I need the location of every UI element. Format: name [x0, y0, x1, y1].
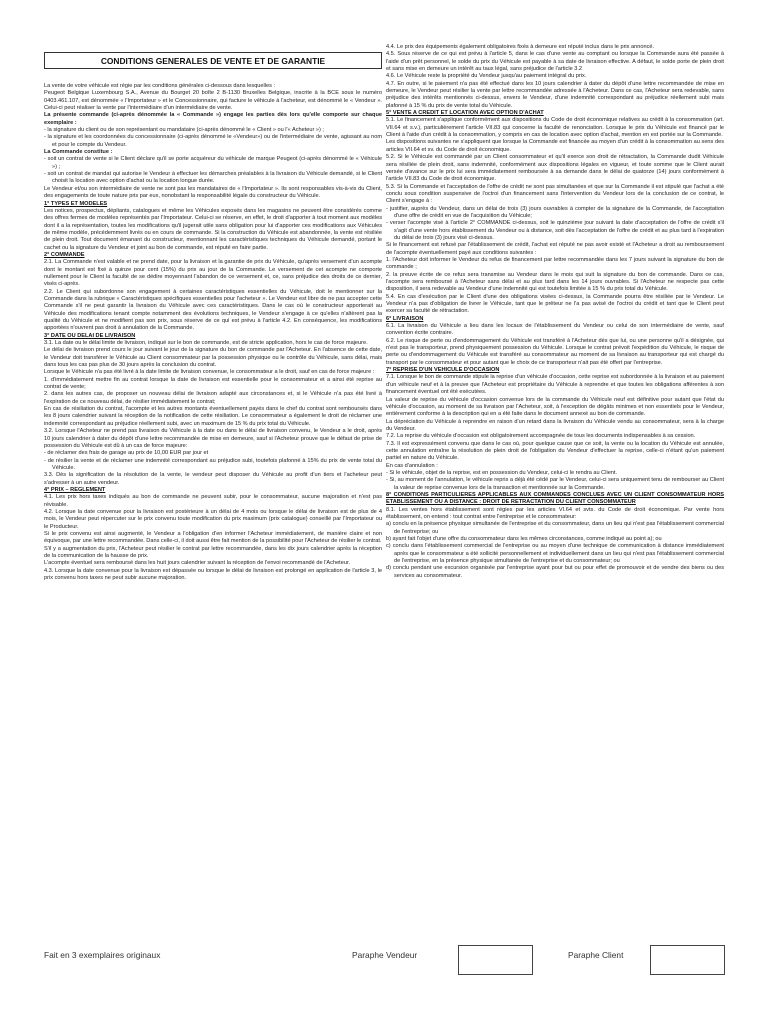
section-heading: 1° TYPES ET MODELES [44, 200, 108, 207]
copies-note: Fait en 3 exemplaires originaux [44, 950, 161, 960]
paragraph: En cas de résiliation du contrat, l'acompte et les autres montants éventuellement payés dans le chef du contrat sont remboursés dans les 8 jours calendrier suivant la réception de la notification de cette résiliation. Le consommateur a également le droit de réclamer une indemnité correspondant au préjudice réellement subi, avec un maximum de 15 % du prix total du Véhicule. [44, 406, 382, 427]
paragraph: 2. dans les autres cas, de proposer un nouveau délai de livraison adapté aux circonstances et, si le Véhicule n'a pas été livré à l'expiration de ce nouveau délai, de résilier immédiatement le contrat; [44, 391, 382, 405]
left-column [44, 44, 382, 944]
paragraph: 4.2. Lorsque la date convenue pour la livraison est postérieure à un délai de 4 mois ou lorsque le délai de livraison est de plus de 4 mois, le Vendeur peut répercuter sur le prix convenu toute modification du prix maximum (prix catalogue) conseillé par l'Importateur ou le Producteur. [44, 508, 382, 530]
section-heading: 5° VENTE A CREDIT ET LOCATION AVEC OPTION D'ACHAT [386, 110, 544, 117]
bold-paragraph: La présente commande (ci-après dénommée la « Commande ») engage les parties dès lors qu'elle comporte sur chaque exemplaire : [44, 112, 382, 126]
paragraph: 1. d'immédiatement mettre fin au contrat lorsque la date de livraison est essentielle pour le consommateur et a ainsi été reprise au contrat de vente; [44, 376, 382, 391]
paraphe-client-label: Paraphe Client [568, 950, 624, 960]
list-item: c) conclu dans l'établissement commercial de l'entreprise ou au moyen d'une technique de communication à distance immédiatement après que le consommateur a été sollicité personnellement et individuellement dans un lieu qui n'est pas l'établissement commercial de l'entreprise, en la présence physique simultanée de l'entreprise et du consommateur; ou [386, 543, 724, 565]
paragraph: Les dispositions suivantes ne s'appliquent que lorsque la Commande est financée au moyen d'un crédit à la consommation au sens des articles VII.64 et sv. du Code de droit économique. [386, 139, 724, 153]
paraphe-vendeur-box[interactable] [458, 945, 533, 975]
list-item: - de résilier la vente et de réclamer une indemnité correspondant au préjudice subi, toutefois plafonné à 15% du prix de vente total du Véhicule. [44, 457, 382, 471]
list-item: b) ayant fait l'objet d'une offre du consommateur dans les mêmes circonstances, comme indiqué au point a); ou [386, 536, 662, 543]
paragraph: Le Vendeur et/ou son intermédiaire de vente ne sont pas les mandataires de « l'Importateur ». Ils sont responsables vis-à-vis du Client, des engagements de toute nature pris par eux, nonobstant la responsabilité légale du constructeur du Véhicule. [44, 185, 382, 200]
paragraph: L'acompte éventuel sera remboursé dans les huit jours calendrier suivant la réception de l'envoi recommandé de l'Acheteur. [44, 560, 351, 567]
paragraph: 6.1. La livraison du Véhicule a lieu dans les locaux de l'établissement du Vendeur ou celui de son intermédiaire de vente, sauf convention écrite contraire. [386, 323, 724, 337]
right-column-body [386, 44, 724, 580]
paragraph: Si le prix convenu est ainsi augmenté, le Vendeur a l'obligation d'en informer l'Acheteur immédiatement, de manière claire et non équivoque, par une lettre recommandée. Dans celle-ci, il doit aussi être fait mention de la possibilité pour l'Acheteur de résilier le contrat. [44, 530, 382, 545]
list-item: - la signature et les coordonnées du concessionnaire (ci-après dénommé le «Vendeur») ou de l'intermédiaire de vente, agissant au nom et pour le compte du Vendeur. [44, 134, 382, 148]
paragraph: 1. l'Acheteur doit informer le Vendeur du refus de financement par lettre recommandée dans les 7 jours suivant la signature du bon de commande ; [386, 256, 724, 271]
list-item: - soit un contrat de mandat qui autorise le Vendeur à effectuer les démarches préalables à la livraison du Véhicule demandé, si le Client choisit la location avec option d'achat ou la location longue durée. [44, 171, 382, 185]
list-item: - Si le véhicule, objet de la reprise, est en possession du Vendeur, celui-ci le rendra au Client. [386, 469, 618, 476]
list-item: - de réclamer des frais de garage au prix de 10,00 EUR par jour et [44, 450, 209, 457]
paragraph: 8.1. Les ventes hors établissement sont régies par les articles VI.64 et svts. du Code de droit économique. Par vente hors établissement, on entend : tout contrat entre l'entreprise et le consommateur: [386, 506, 724, 520]
paragraph: 5.1. Le financement s'applique conformément aux dispositions du Code de droit économique relatives au crédit à la consommation (art. VII.64 et s.v.), particulièrement l'article VII.83 qui concerne la faculté de renonciation. Lorsque le prix du Véhicule est financé par le Client à l'aide d'un crédit à la consommation, y compris en cas de location avec option d'achat, mention en est portée sur la Commande. [386, 117, 724, 139]
paragraph: 2. la preuve écrite de ce refus sera transmise au Vendeur dans le mois qui suit la signature du bon de commande. Dans ce cas, l'acompte sera remboursé à l'Acheteur sans délai et au plus tard dans les 14 jours ouvrables. Si l'Acheteur ne respecte pas cette disposition, il sera redevable au Vendeur d'une indemnité qui est toutefois limitée à 15 % du prix total du Véhicule. [386, 271, 724, 293]
list-item: - soit un contrat de vente si le Client déclare qu'il se porte acquéreur du véhicule de marque Peugeot (ci-après dénommé le « Véhicule ») ; [44, 156, 382, 170]
paragraph: 5.2. Si le Véhicule est commandé par un Client consommateur et qu'il exerce son droit de rétractation, la Commande dudit Véhicule sera résiliée de plein droit, sans indemnité, conformément aux dispositions légales en vigueur, et toute somme que le Client aurait versée d'avance sur le prix lui sera immédiatement remboursée à sa demande dans le délai de quatorze (14) jours conformément à l'article VII.83 du Code de droit économique. [386, 154, 724, 183]
left-column-body [44, 83, 382, 582]
paragraph: Si le financement est refusé par l'établissement de crédit, l'achat est réputé ne pas avoir existé et l'Acheteur a droit au remboursement de l'acompte éventuellement payé aux conditions suivantes : [386, 242, 724, 256]
list-item: - verser l'acompte visé à l'article 2° COMMANDE ci-dessus, soit le quinzième jour suivant la date d'acceptation de l'offre de crédit s'il s'agit d'une vente hors établissement du Vendeur ou à distance, soit dès l'acceptation de l'offre de crédit et au plus tard à l'expiration du délai de trois (3) jours visé ci-dessus. [386, 220, 724, 241]
paragraph: 2.2. Le Client qui subordonne son engagement à certaines caractéristiques essentielles du Véhicule, doit le mentionner sur la Commande dans la rubrique « Caractéristiques spécifiques essentielles pour l'acheteur ». Le Vendeur est libre de ne pas accepter cette Commande s'il ne peut garantir la livraison du Véhicule avec ces caractéristiques. Dans le cas où le constructeur apporterait au Véhicule des modifications tenant compte notamment des évolutions techniques, le Vendeur s'engage à ce qu'elles n'altèrent pas la qualité du Véhicule et ne modifient pas son prix, sous réserve de ce qui est prévu à l'article 4.2. En conséquence, les modifications apportées n'ouvrent pas droit à annulation de la Commande. [44, 288, 382, 332]
paragraph: Peugeot Belgique Luxembourg S.A., Avenue du Bourget 20 boîte 2 B-1130 Bruxelles Belgique, inscrite à la BCE sous le numéro 0403.461.107, est dénommée « l'Importateur » et le Concessionnaire, qui facture le véhicule à l'acheteur, est dénommé le « Vendeur ». Celui-ci peut réaliser la vente par l'intermédiaire d'un intermédiaire de vente. [44, 90, 382, 112]
section-heading: 7° REPRISE D'UN VEHICULE D'OCCASION [386, 367, 500, 374]
paraphe-vendeur-label: Paraphe Vendeur [352, 950, 418, 960]
paragraph: 4.5. Sous réserve de ce qui est prévu à l'article 5, dans le cas d'une vente au comptant ou lorsque la Commande aura été passée à l'aide d'un prêt personnel, le solde du prix du Véhicule est payable à sa date de livraison effective. A défaut, le solde porte de plein droit et sans mise en demeure un intérêt au taux légal, sans préjudice de l'article 3.2 [386, 51, 724, 73]
list-item: - la signature du client ou de son représentant ou mandataire (ci-après dénommé le « Client » ou l'« Acheteur ») ; [44, 127, 324, 134]
section-heading: 2° COMMANDE [44, 251, 85, 258]
paragraph: Le délai de livraison prend cours le jour suivant le jour de la signature du bon de commande par l'Acheteur. En l'absence de cette date, le Vendeur doit transférer le Véhicule au Client consommateur par la possession physique ou le contrôle du Véhicule, sans délai, mais dans tous les cas pas plus de 30 jours après la conclusion du contrat. [44, 347, 382, 369]
paraphe-client-box[interactable] [650, 945, 725, 975]
paragraph: Lorsque le Véhicule n'a pas été livré à la date limite de livraison convenue, le consommateur a le droit, sauf en cas de force majeure : [44, 369, 375, 376]
paragraph: 4.4. Le prix des équipements également obligatoires fixés à demeure est réputé inclus dans le prix annoncé. [386, 44, 655, 50]
paragraph: 3.2. Lorsque l'Acheteur ne prend pas livraison du Véhicule à la date ou dans le délai de livraison convenu, le Vendeur a le droit, après 10 jours calendrier à dater du dépôt d'une lettre recommandée de mise en demeure, sauf si l'Acheteur prouve que le défaut de prise de possession du Véhicule est dû à un cas de force majeure: [44, 428, 382, 449]
section-heading: 6° LIVRAISON [386, 315, 424, 322]
paragraph: 5.3. Si la Commande et l'acceptation de l'offre de crédit ne sont pas simultanées et que sur la Commande il est stipulé que l'achat a été conclu sous condition suspensive de l'octroi d'un financement sans l'intervention du Vendeur lors de la conclusion de ce contrat, le Client s'engage à : [386, 183, 724, 205]
paragraph: 4.3. Lorsque la date convenue pour la livraison est dépassée ou lorsque le délai de livraison est prolongé en application de l'article 3, le prix convenu hors taxes ne peut subir aucune majoration. [44, 567, 382, 582]
paragraph: 6.2. Le risque de perte ou d'endommagement du Véhicule est transféré à l'Acheteur dès que lui, ou une personne qu'il a désignée, qui n'est pas le transporteur, prend physiquement possession du Véhicule. Lorsque le contrat prévoit l'expédition du Véhicule, le risque de perte ou d'endommagement du Véhicule est transféré au consommateur au moment de sa livraison au transporteur qui est chargé du transport par le consommateur et pour autant que le choix de ce transporteur n'ait pas été offert par l'entreprise. [386, 337, 724, 366]
list-item: - justifier, auprès du Vendeur, dans un délai de trois (3) jours ouvrables à compter de la signature de la Commande, de l'acceptation d'une offre de crédit en vue de l'acquisition du Véhicule; [386, 205, 724, 219]
section-heading: 4° PRIX – REGLEMENT [44, 486, 106, 493]
paragraph: 3.3. Dès la signification de la résolution de la vente, le vendeur peut disposer du Véhicule au profit d'un tiers et l'acheteur peut s'adresser à un autre vendeur. [44, 472, 382, 486]
section-heading: 8° CONDITIONS PARTICULIERES APPLICABLES AUX COMMANDES CONCLUES AVEC UN CLIENT CONSOMMATEUR HORS ETABLISSEMENT OU A DISTANCE : DROIT DE RETRACTATION DU CLIENT CONSOMMATEUR [386, 491, 724, 506]
paragraph: Les notices, prospectus, dépliants, catalogues et même les Véhicules exposés dans les magasins ne peuvent être considérés comme des offres fermes de modèles représentés par l'Importateur. Celui-ci se réserve, en effet, le droit d'apporter à tout moment aux modèles dont il a la représentation, toutes les modifications qu'il jugerait utile sans obligation pour lui d'apporter ces modifications aux Véhicules de même modèle, précédemment livrés ou en cours de commande. Si la construction du Véhicule est abandonnée, la vente est résiliée de plein droit. Tout document émanant du constructeur, mentionnant les caractéristiques techniques du Véhicule demandé, portant le cachet ou la signature du Vendeur et joint au bon de commande, est réputé en faire partie. [44, 207, 382, 251]
paragraph: La vente de votre véhicule est régie par les conditions générales ci-dessous dans lesquelles : [44, 83, 276, 89]
paragraph: S'il y a augmentation du prix, l'Acheteur peut résilier le contrat par lettre recommandée, dans les dix jours calendrier après la réception de la communication de la hausse de prix. [44, 545, 382, 559]
paragraph: 4.7. En outre, si le paiement n'a pas été effectué dans les 10 jours calendrier à dater du dépôt d'une lettre recommandée de mise en demeure, le Vendeur peut résilier la vente par lettre recommandée adressée à l'Acheteur. Dans ce cas, l'Acheteur sera redevable, sans préjudice des intérêts mentionnés ci-dessus, envers le Vendeur, d'une indemnité correspondant au préjudice réellement subi mais plafonné à 15 % du prix de vente total du Véhicule. [386, 80, 724, 109]
paragraph: 7.1. Lorsque le bon de commande stipule la reprise d'un véhicule d'occasion, cette reprise est subordonnée à la livraison et au paiement d'un véhicule neuf et à la preuve que l'Acheteur est propriétaire du Véhicule à reprendre et que toutes les obligations afférentes à son financement éventuel ont été exécutées. [386, 374, 724, 396]
paragraph: En cas d'annulation : [386, 462, 438, 469]
right-column [386, 44, 724, 912]
paragraph: 4.1. Les prix hors taxes indiqués au bon de commande ne peuvent subir, pour le consommateur, aucune majoration et n'est pas révisable. [44, 494, 382, 508]
bold-paragraph: La Commande constitue : [44, 149, 113, 156]
paragraph: 3.1. La date ou le délai limite de livraison, indiqué sur le bon de commande, est de stricte application, hors le cas de force majeure. [44, 340, 368, 347]
paragraph: 7.3. Il est expressément convenu que dans le cas où, pour quelque cause que ce soit, la vente ou la location du Véhicule est annulée, cette annulation entraîne la résolution de plein droit de l'obligation du Vendeur d'effectuer la reprise, celle-ci n'étant qu'un paiement partiel en nature du Véhicule. [386, 440, 724, 462]
paragraph: 7.2. La reprise du véhicule d'occasion est obligatoirement accompagnée de tous les documents indispensables à sa cession. [386, 433, 696, 440]
paragraph: 2.1. La Commande n'est valable et ne prend date, pour la livraison et la garantie de prix du Véhicule, qu'après versement d'un acompte dont le montant est fixé à quinze pour cent (15%) du prix au jour de la Commande. Le versement de cet acompte ne comporte nullement pour le Client la faculté de se dédire moyennant l'abandon de ce versement et, ce, sans préjudice des droits de ce dernier, visés ci-après. [44, 259, 382, 288]
list-item: - Si, au moment de l'annulation, le véhicule repris a déjà été cédé par le Vendeur, celui-ci sera uniquement tenu de rembourser au Client la valeur de reprise convenue lors de la transaction et mentionnée sur la Commande. [386, 477, 724, 491]
paragraph: 4.6. Le Véhicule reste la propriété du Vendeur jusqu'au paiement intégral du prix. [386, 73, 587, 80]
list-item: d) conclu pendant une excursion organisée par l'entreprise ayant pour but ou pour effet de promouvoir et de vendre des biens ou des services au consommateur. [386, 565, 724, 579]
paragraph: La valeur de reprise du véhicule d'occasion convenue lors de la commande du Véhicule neuf est définitive pour autant que l'état du véhicule d'occasion, au moment de sa livraison par l'Acheteur, soit, à l'exception de dégâts minimes et non essentiels pour le Vendeur, entièrement conforme à la description qui en a été faite dans le document annexé au bon de commande. [386, 396, 724, 418]
paragraph: 5.4. En cas d'exécution par le Client d'une des obligations visées ci-dessus, la Commande pourra être résiliée par le Vendeur. Le Vendeur n'a pas d'obligation de livrer le Véhicule, tant que le prêteur ne l'a pas avisé de l'octroi du crédit et tant que le Client peut exercer sa faculté de rétractation. [386, 293, 724, 315]
list-item: a) conclu en la présence physique simultanée de l'entreprise et du consommateur, dans un lieu qui n'est pas l'établissement commercial de l'entreprise; ou [386, 521, 724, 535]
paragraph: La dépréciation du Véhicule à reprendre en raison d'un retard dans la livraison du Véhicule vendu au consommateur, sera à la charge du Vendeur. [386, 418, 724, 432]
section-heading: 3° DATE OU DELAI DE LIVRAISON [44, 332, 136, 339]
document-title: CONDITIONS GENERALES DE VENTE ET DE GARANTIE [44, 52, 382, 69]
